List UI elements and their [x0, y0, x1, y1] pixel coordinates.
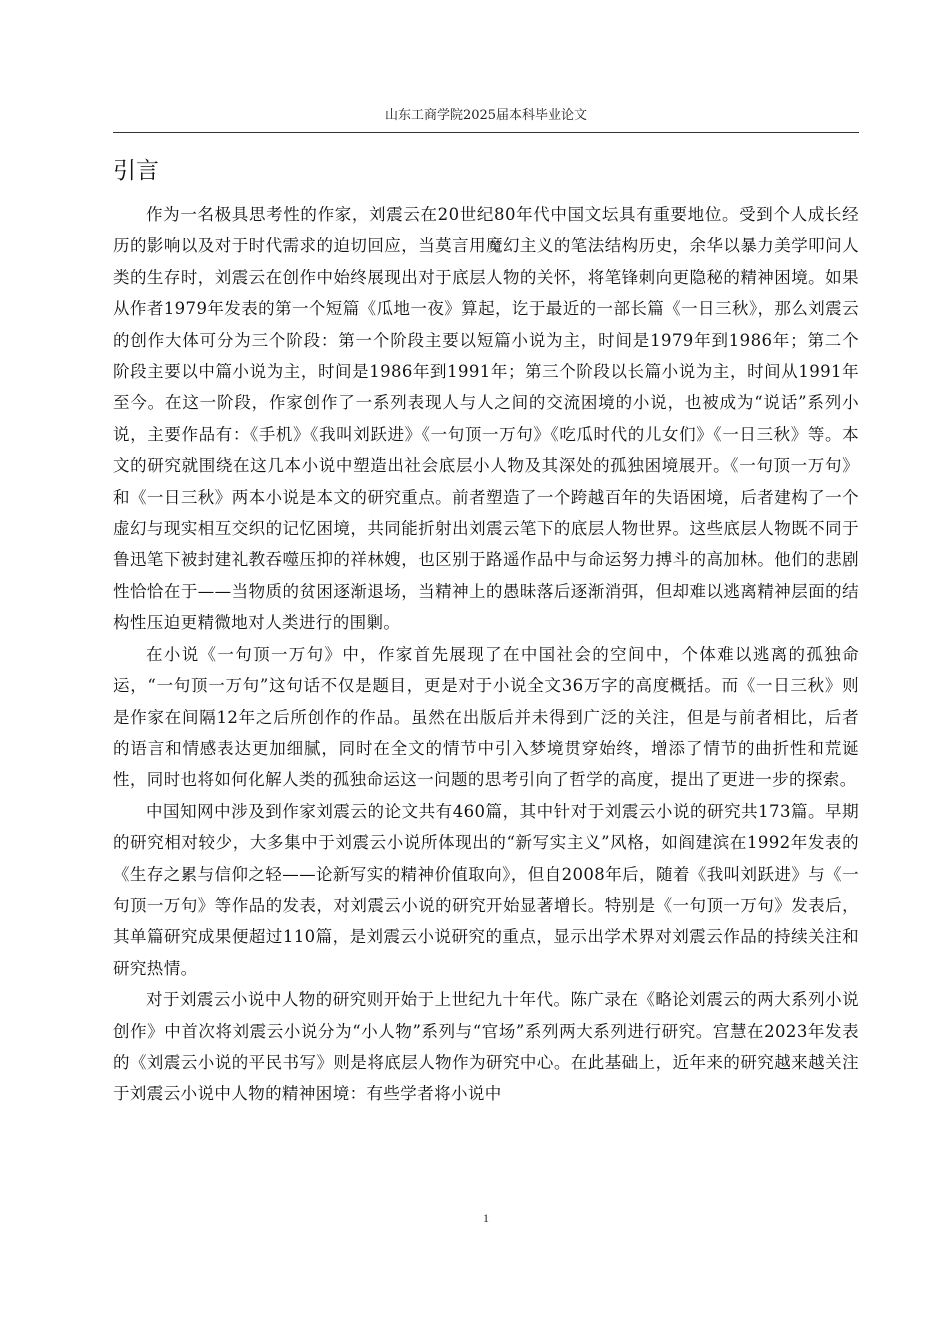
paragraph: 作为一名极具思考性的作家，刘震云在20世纪80年代中国文坛具有重要地位。受到个人成长经历的影响以及对于时代需求的迫切回应，当莫言用魔幻主义的笔法结构历史，余华以暴力美学叩问人类的生存时，刘震云在创作中始终展现出对于底层人物的关怀，将笔锋刺向更隐秘的精神困境。如果从作者1979年发表的第一个短篇《瓜地一夜》算起，讫于最近的一部长篇《一日三秋》，那么刘震云的创作大体可分为三个阶段：第一个阶段主要以短篇小说为主，时间是1979年到1986年；第二个阶段主要以中篇小说为主，时间是1986年到1991年；第三个阶段以长篇小说为主，时间从1991年至今。在这一阶段，作家创作了一系列表现人与人之间的交流困境的小说，也被成为“说话”系列小说，主要作品有：《手机》《我叫刘跃进》《一句顶一万句》《吃瓜时代的儿女们》《一日三秋》等。本文的研究就围绕在这几本小说中塑造出社会底层小人物及其深处的孤独困境展开。《一句顶一万句》和《一日三秋》两本小说是本文的研究重点。前者塑造了一个跨越百年的失语困境，后者建构了一个虚幻与现实相互交织的记忆困境，共同能折射出刘震云笔下的底层人物世界。这些底层人物既不同于鲁迅笔下被封建礼教吞噬压抑的祥林嫂，也区别于路遥作品中与命运努力搏斗的高加林。他们的悲剧性恰恰在于——当物质的贫困逐渐退场，当精神上的愚昧落后逐渐消弭，但却难以逃离精神层面的结构性压迫更精微地对人类进行的围剿。 [113, 205, 859, 633]
body-text [113, 199, 859, 1110]
running-header: 山东工商学院2025届本科毕业论文 [384, 108, 588, 123]
paragraph: 对于刘震云小说中人物的研究则开始于上世纪九十年代。陈广录在《略论刘震云的两大系列小说创作》中首次将刘震云小说分为“小人物”系列与“官场”系列两大系列进行研究。宫慧在2023年发表的《刘震云小说的平民书写》则是将底层人物作为研究中心。在此基础上，近年来的研究越来越关注于刘震云小说中人物的精神困境：有些学者将小说中 [113, 990, 859, 1104]
paragraph: 中国知网中涉及到作家刘震云的论文共有460篇，其中针对于刘震云小说的研究共173篇。早期的研究相对较少，大多集中于刘震云小说所体现出的“新写实主义”风格，如阎建滨在1992年发表的《生存之累与信仰之轻——论新写实的精神价值取向》，但自2008年后，随着《我叫刘跃进》与《一句顶一万句》等作品的发表，对刘震云小说的研究开始显著增长。特别是《一句顶一万句》发表后，其单篇研究成果便超过110篇，是刘震云小说研究的重点，显示出学术界对刘震云作品的持续关注和研究热情。 [113, 801, 859, 978]
paragraph: 在小说《一句顶一万句》中，作家首先展现了在中国社会的空间中，个体难以逃离的孤独命运，“一句顶一万句”这句话不仅是题目，更是对于小说全文36万字的高度概括。而《一日三秋》则是作家在间隔12年之后所创作的作品。虽然在出版后并未得到广泛的关注，但是与前者相比，后者的语言和情感表达更加细腻，同时在全文的情节中引入梦境贯穿始终，增添了情节的曲折性和荒诞性，同时也将如何化解人类的孤独命运这一问题的思考引向了哲学的高度，提出了更进一步的探索。 [113, 644, 859, 790]
section-title: 引言 [113, 158, 159, 184]
page-number: 1 [483, 1211, 489, 1225]
header-rule [113, 132, 859, 133]
